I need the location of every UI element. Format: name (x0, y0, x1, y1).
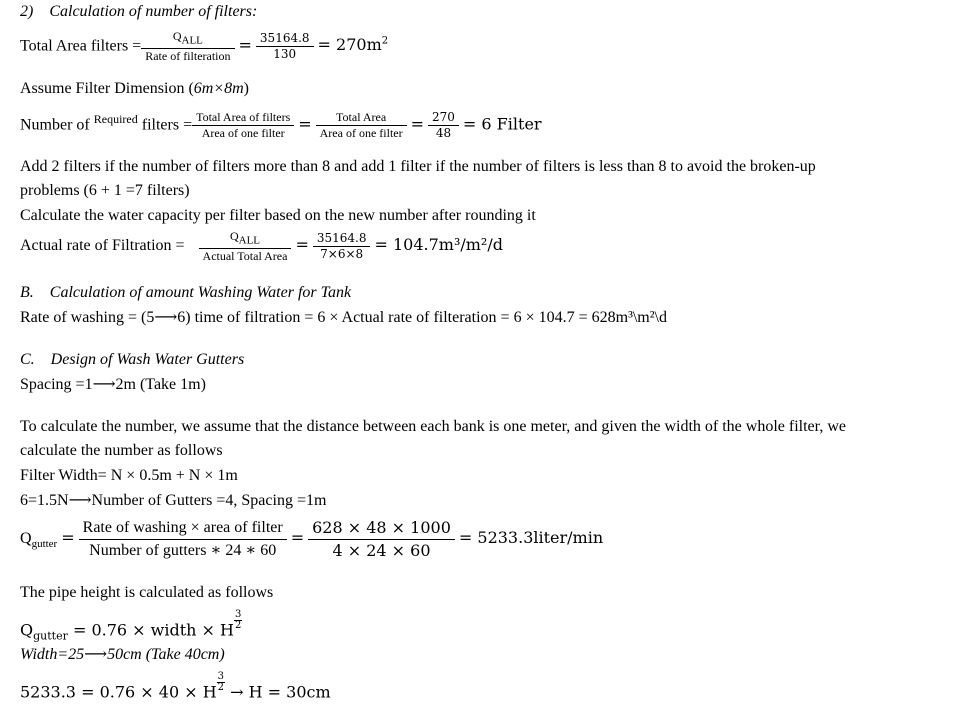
q-equals: = (61, 528, 75, 547)
q-numerator: Rate of washing × area of filter (79, 517, 287, 540)
actual-fraction (199, 229, 292, 264)
exponent-fraction (234, 610, 242, 631)
q-letter: Q (20, 620, 34, 640)
area-result-text: = 270m (317, 35, 382, 55)
q-subscript: gutter (31, 538, 58, 551)
area-result-exponent: 2 (381, 36, 389, 47)
equals-sign-3: = (410, 114, 425, 134)
number-label: Number of (20, 116, 90, 134)
area-value-numerator: 35164.8 (256, 31, 314, 47)
exponent-numerator: 3 (234, 609, 242, 620)
pipe-height-intro: The pipe height is calculated as follows (20, 584, 274, 601)
area-denominator: Rate of filteration (145, 49, 231, 64)
calc-exponent-numerator: 3 (217, 671, 225, 682)
required-superscript: Required (93, 112, 138, 126)
q-symbol: Q (172, 28, 182, 43)
formula-text: = 0.76 × width × H (72, 620, 234, 640)
frac3-denominator: 48 (435, 126, 452, 141)
area-result (318, 35, 389, 54)
q-subscript: ALL (181, 34, 203, 47)
actual-q-subscript: ALL (238, 234, 261, 247)
assume-close: ) (243, 80, 249, 97)
gutters-intro-line-1: To calculate the number, we assume that the distance between each bank is one meter, and given the width of the whole filter, we (20, 418, 846, 435)
section-heading-filters (20, 2, 257, 22)
fraction-total-area (316, 110, 407, 141)
area-value-denominator: 130 (273, 47, 297, 62)
actual-rate-label: Actual rate of Filtration = (20, 237, 185, 254)
q-gutter-equation (20, 512, 603, 570)
number-of-gutters-equation: 6=1.5N⟶Number of Gutters =4, Spacing =1m (20, 492, 327, 509)
q-equals-2: = (290, 528, 305, 547)
calculate-capacity-text: Calculate the water capacity per filter based on the new number after rounding it (20, 207, 536, 224)
total-area-equation (20, 24, 388, 64)
q-result: = 5233.3liter/min (458, 528, 604, 547)
calc-result: → H = 30cm (230, 682, 331, 702)
actual-value-numerator: 35164.8 (313, 231, 371, 247)
actual-value-fraction (313, 231, 371, 262)
q-value-fraction (308, 517, 455, 562)
assume-dimension-value: 6m×8m (193, 80, 244, 97)
q-gutter-symbol (20, 530, 58, 551)
frac2-denominator: Area of one filter (319, 126, 403, 141)
filter-width-equation: Filter Width= N × 0.5m + N × 1m (20, 467, 238, 484)
washing-rate-equation: Rate of washing = (5⟶6) time of filtration = 6 × Actual rate of filteration = 6 × 104.7 = 628m³\m²\d (20, 309, 667, 326)
q-gutter-fraction (79, 517, 287, 562)
gutter-spacing: Spacing =1⟶2m (Take 1m) (20, 376, 206, 393)
assume-dimension (20, 79, 249, 99)
actual-equals: = (295, 235, 309, 254)
q-letter: Q (20, 530, 32, 547)
add-filters-text-line-1: Add 2 filters if the number of filters more than 8 and add 1 filter if the number of filters is less than 8 to avoid the broken-up (20, 158, 816, 175)
equals-sign-2: = (298, 114, 312, 134)
heading-number: C. (20, 351, 35, 368)
exponent-denominator: 2 (234, 620, 242, 631)
calc-exponent-fraction (217, 672, 225, 693)
filters-label: filters = (141, 116, 193, 134)
section-heading-washing (20, 283, 351, 303)
frac2-numerator: Total Area (316, 110, 407, 126)
gutters-intro-line-2: calculate the number as follows (20, 442, 223, 459)
number-result: = 6 Filter (462, 114, 542, 134)
total-area-label: Total Area filters = (20, 37, 142, 55)
area-fraction (141, 29, 234, 64)
fraction-values (428, 110, 459, 141)
frac1-denominator: Area of one filter (201, 126, 285, 141)
number-of-filters-equation (20, 100, 542, 144)
calc-text: 5233.3 = 0.76 × 40 × H (20, 682, 217, 702)
actual-denominator: Actual Total Area (202, 249, 288, 264)
heading-number: 2) (20, 3, 34, 20)
pipe-height-calculation (20, 672, 331, 707)
heading-text: Calculation of amount Washing Water for Tank (49, 284, 352, 301)
equals-sign: = (238, 35, 252, 55)
add-filters-text-line-2: problems (6 + 1 =7 filters) (20, 182, 190, 199)
actual-value-denominator: 7×6×8 (320, 246, 364, 261)
actual-rate-equation (20, 226, 503, 265)
actual-q-symbol: Q (229, 228, 239, 243)
heading-number: B. (20, 284, 34, 301)
gutter-width-range: Width=25⟶50cm (Take 40cm) (20, 646, 225, 663)
actual-result: = 104.7m³/m²/d (374, 235, 503, 254)
section-heading-gutters (20, 350, 244, 370)
q-denominator: Number of gutters ∗ 24 ∗ 60 (89, 541, 277, 559)
heading-text: Design of Wash Water Gutters (50, 351, 245, 368)
q-value-numerator: 628 × 48 × 1000 (308, 517, 455, 540)
q-subscript: gutter (33, 629, 68, 643)
calc-exponent-denominator: 2 (217, 682, 225, 693)
frac1-numerator: Total Area of filters (192, 110, 294, 126)
heading-text: Calculation of number of filters: (49, 3, 258, 20)
frac3-numerator: 270 (428, 110, 459, 126)
assume-text: Assume Filter Dimension ( (20, 80, 194, 97)
fraction-total-area-filters (192, 110, 294, 141)
area-value-fraction (256, 31, 314, 62)
q-value-denominator: 4 × 24 × 60 (332, 540, 431, 560)
